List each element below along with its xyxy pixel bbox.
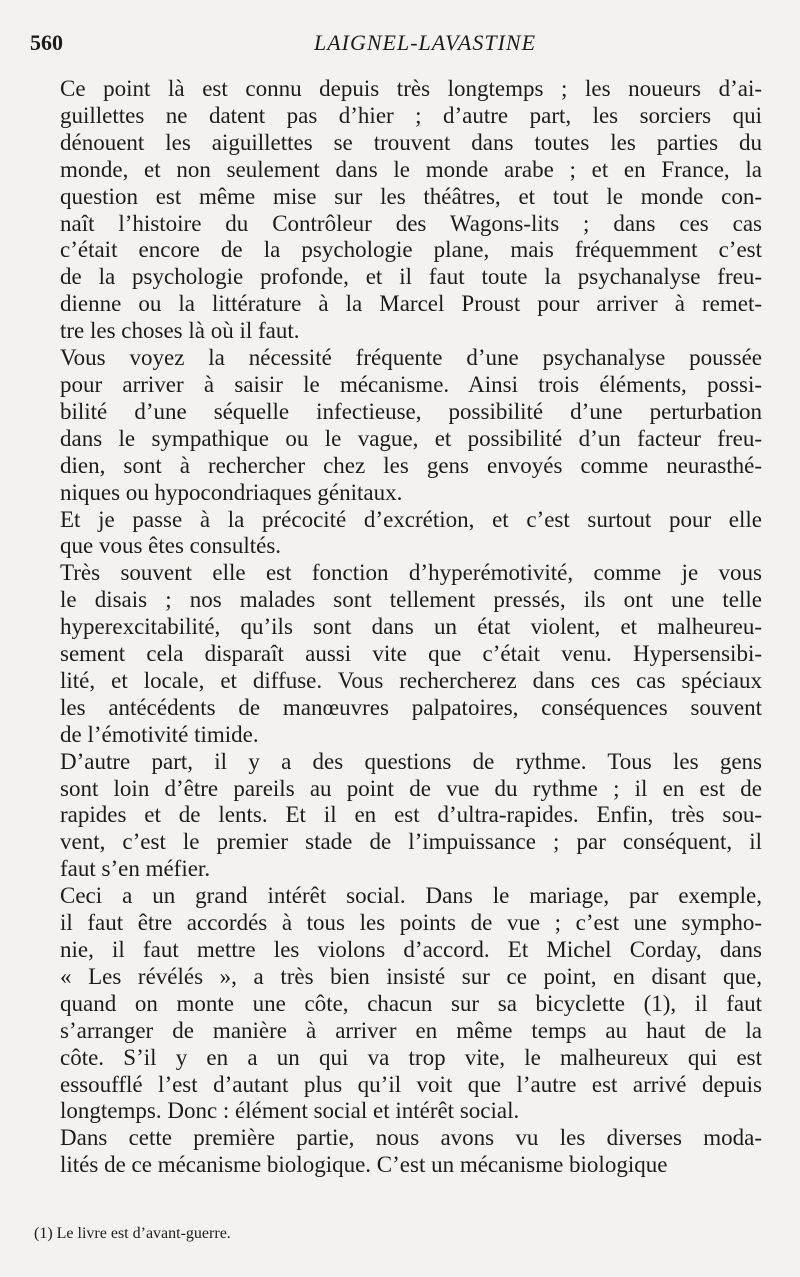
- paragraph: [60, 507, 762, 561]
- text-line: hyperexcitabilité, qu’ils sont dans un état violent, et malheureu-: [60, 614, 762, 640]
- text-line: que vous êtes consultés.: [60, 533, 282, 559]
- text-line: D’autre part, il y a des questions de rythme. Tous les gens: [60, 748, 762, 774]
- paragraph: [60, 749, 762, 884]
- text-line: Ceci a un grand intérêt social. Dans le mariage, par exemple,: [60, 883, 762, 909]
- body-text: [60, 76, 762, 1179]
- text-line: bilité d’une séquelle infectieuse, possibilité d’une perturbation: [60, 398, 762, 424]
- text-line: Dans cette première partie, nous avons vu les diverses moda-: [60, 1125, 762, 1151]
- text-line: Ce point là est connu depuis très longtemps ; les noueurs d’ai-: [60, 76, 762, 101]
- text-line: Très souvent elle est fonction d’hyperémotivité, comme je vous: [60, 560, 762, 586]
- text-line: sont loin d’être pareils au point de vue du rythme ; il en est de: [60, 775, 762, 801]
- text-line: lités de ce mécanisme biologique. C’est un mécanisme biologique: [60, 1152, 668, 1178]
- text-line: nie, il faut mettre les violons d’accord. Et Michel Corday, dans: [60, 937, 762, 962]
- text-line: s’arranger de manière à arriver en même temps au haut de la: [60, 1017, 762, 1043]
- text-line: côte. S’il y en a un qui va trop vite, le malheureux qui est: [60, 1044, 762, 1070]
- paragraph: [60, 76, 762, 345]
- paragraph: [60, 883, 762, 1125]
- text-line: essoufflé l’est d’autant plus qu’il voit que l’autre est arrivé depuis: [60, 1071, 762, 1097]
- text-line: niques ou hypocondriaques génitaux.: [60, 479, 403, 505]
- running-head: LAIGNEL-LAVASTINE: [313, 30, 537, 55]
- text-line: « Les révélés », a très bien insisté sur ce point, en disant que,: [60, 963, 762, 989]
- text-line: tre les choses là où il faut.: [60, 318, 300, 344]
- text-line: les antécédents de manœuvres palpatoires, conséquences souvent: [60, 694, 762, 720]
- text-line: c’était encore de la psychologie plane, mais fréquemment c’est: [60, 237, 762, 263]
- text-line: dénouent les aiguillettes se trouvent dans toutes les parties du: [60, 129, 762, 155]
- text-line: Et je passe à la précocité d’excrétion, et c’est surtout pour elle: [60, 506, 762, 532]
- text-line: sement cela disparaît aussi vite que c’était venu. Hypersensibi-: [60, 641, 762, 667]
- footnote: (1) Le livre est d’avant-guerre.: [34, 1225, 231, 1242]
- text-line: longtemps. Donc : élément social et intérêt social.: [60, 1098, 520, 1124]
- text-line: Vous voyez la nécessité fréquente d’une psychanalyse poussée: [60, 345, 762, 371]
- text-line: pour arriver à saisir le mécanisme. Ainsi trois éléments, possi-: [60, 371, 762, 397]
- text-line: vent, c’est le premier stade de l’impuissance ; par conséquent, il: [60, 829, 762, 855]
- text-line: rapides et de lents. Et il en est d’ultra-rapides. Enfin, très sou-: [60, 802, 762, 828]
- paragraph: [60, 1125, 762, 1179]
- text-line: quand on monte une côte, chacun sur sa bicyclette (1), il faut: [60, 990, 762, 1016]
- text-line: faut s’en méfier.: [60, 856, 211, 882]
- text-line: lité, et locale, et diffuse. Vous rechercherez dans ces cas spéciaux: [60, 667, 762, 693]
- text-line: guillettes ne datent pas d’hier ; d’autre part, les sorciers qui: [60, 102, 762, 128]
- text-line: le disais ; nos malades sont tellement pressés, ils ont une telle: [60, 587, 762, 613]
- text-line: de l’émotivité timide.: [60, 721, 259, 747]
- text-line: dien, sont à rechercher chez les gens envoyés comme neurasthé-: [60, 452, 762, 478]
- text-line: naît l’histoire du Contrôleur des Wagons-lits ; dans ces cas: [60, 210, 762, 236]
- text-line: dienne ou la littérature à la Marcel Proust pour arriver à remet-: [60, 291, 762, 317]
- text-line: il faut être accordés à tous les points de vue ; c’est une sympho-: [60, 910, 762, 936]
- paragraph: [60, 560, 762, 748]
- page-header: [30, 30, 760, 60]
- paragraph: [60, 345, 762, 506]
- text-line: dans le sympathique ou le vague, et possibilité d’un facteur freu-: [60, 425, 762, 451]
- page-number: 560: [30, 30, 63, 55]
- text-line: question est même mise sur les théâtres, et tout le monde con-: [60, 183, 762, 209]
- text-line: de la psychologie profonde, et il faut toute la psychanalyse freu-: [60, 264, 762, 290]
- text-line: monde, et non seulement dans le monde arabe ; et en France, la: [60, 156, 762, 182]
